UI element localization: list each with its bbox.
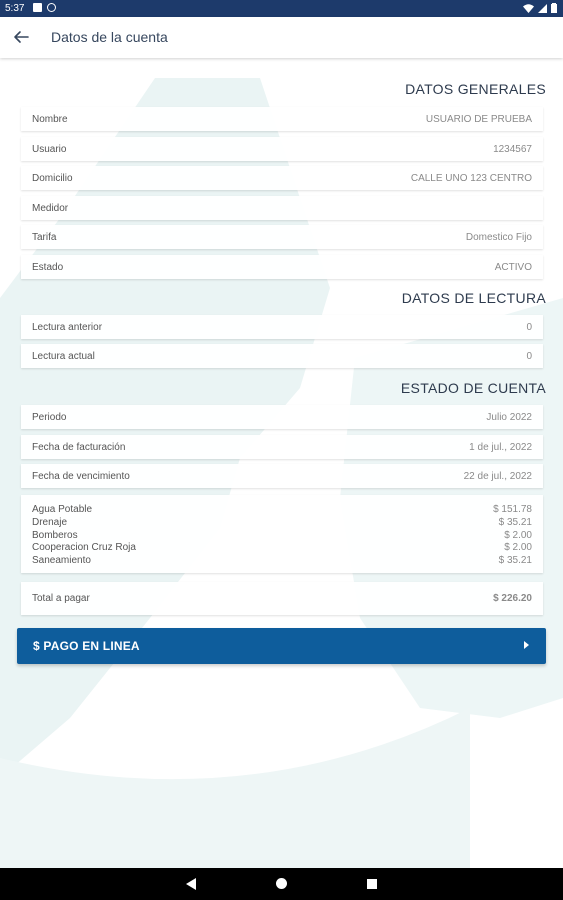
charge-value: $ 35.21	[498, 555, 532, 566]
charge-item	[32, 542, 532, 554]
charge-label: Drenaje	[32, 517, 68, 528]
row-fecha-vencimiento	[21, 464, 543, 488]
section-title-estado-cuenta: ESTADO DE CUENTA	[400, 380, 546, 396]
charge-value: $ 151.78	[493, 504, 532, 515]
row-label: Medidor	[32, 203, 69, 214]
sync-icon	[47, 3, 56, 12]
charge-value: $ 35.21	[498, 517, 532, 528]
pago-en-linea-button[interactable]	[17, 628, 546, 664]
row-label: Lectura actual	[32, 351, 95, 362]
charge-label: Saneamiento	[32, 555, 91, 566]
status-bar	[0, 0, 563, 17]
chevron-right-icon	[524, 641, 529, 649]
status-time: 5:37	[5, 3, 25, 14]
total-card	[21, 582, 543, 615]
charge-item	[32, 555, 532, 567]
total-value: $ 226.20	[493, 593, 532, 604]
charge-item	[32, 530, 532, 542]
charges-card	[21, 495, 543, 573]
charge-label: Bomberos	[32, 530, 78, 541]
row-fecha-facturacion	[21, 435, 543, 459]
row-domicilio	[21, 166, 543, 190]
row-value: CALLE UNO 123 CENTRO	[410, 173, 532, 184]
app-bar	[0, 17, 563, 58]
system-nav-bar	[0, 868, 563, 900]
battery-icon	[551, 3, 557, 13]
row-label: Usuario	[32, 144, 67, 155]
row-usuario	[21, 137, 543, 161]
notification-icon	[33, 3, 42, 12]
row-label: Fecha de facturación	[32, 442, 126, 453]
nav-home-icon[interactable]	[276, 878, 287, 889]
nav-back-icon[interactable]	[186, 878, 196, 890]
row-label: Periodo	[32, 412, 67, 423]
charge-value: $ 2.00	[504, 530, 532, 541]
nav-recents-icon[interactable]	[367, 879, 377, 889]
charge-label: Agua Potable	[32, 504, 93, 515]
row-value: USUARIO DE PRUEBA	[425, 114, 532, 125]
back-arrow-icon[interactable]	[10, 26, 32, 48]
row-label: Lectura anterior	[32, 322, 103, 333]
row-value: 1 de jul., 2022	[469, 442, 532, 453]
signal-icon	[538, 4, 547, 13]
wifi-icon	[523, 4, 534, 13]
row-label: Nombre	[32, 114, 68, 125]
row-tarifa	[21, 225, 543, 249]
row-estado	[21, 255, 543, 279]
row-medidor	[21, 196, 543, 220]
row-nombre	[21, 107, 543, 131]
charge-item	[32, 517, 532, 529]
row-label: Estado	[32, 262, 64, 273]
row-label: Tarifa	[32, 232, 57, 243]
row-value: 1234567	[493, 144, 532, 155]
row-value: ACTIVO	[494, 262, 532, 273]
row-label: Fecha de vencimiento	[32, 471, 130, 482]
total-line	[32, 593, 532, 605]
row-periodo	[21, 405, 543, 429]
row-value: Julio 2022	[486, 412, 532, 423]
section-title-datos-lectura: DATOS DE LECTURA	[401, 290, 546, 306]
charge-value: $ 2.00	[504, 542, 532, 553]
page-title: Datos de la cuenta	[51, 29, 168, 45]
row-value: 0	[526, 322, 532, 333]
row-value: Domestico Fijo	[465, 232, 532, 243]
row-lectura-actual	[21, 344, 543, 368]
charge-item	[32, 504, 532, 516]
total-label: Total a pagar	[32, 593, 90, 604]
row-lectura-anterior	[21, 315, 543, 339]
charge-label: Cooperacion Cruz Roja	[32, 542, 136, 553]
row-value: 22 de jul., 2022	[463, 471, 532, 482]
row-label: Domicilio	[32, 173, 73, 184]
row-value: 0	[526, 351, 532, 362]
pago-en-linea-label: $ PAGO EN LINEA	[33, 639, 140, 653]
section-title-datos-generales: DATOS GENERALES	[405, 81, 546, 97]
